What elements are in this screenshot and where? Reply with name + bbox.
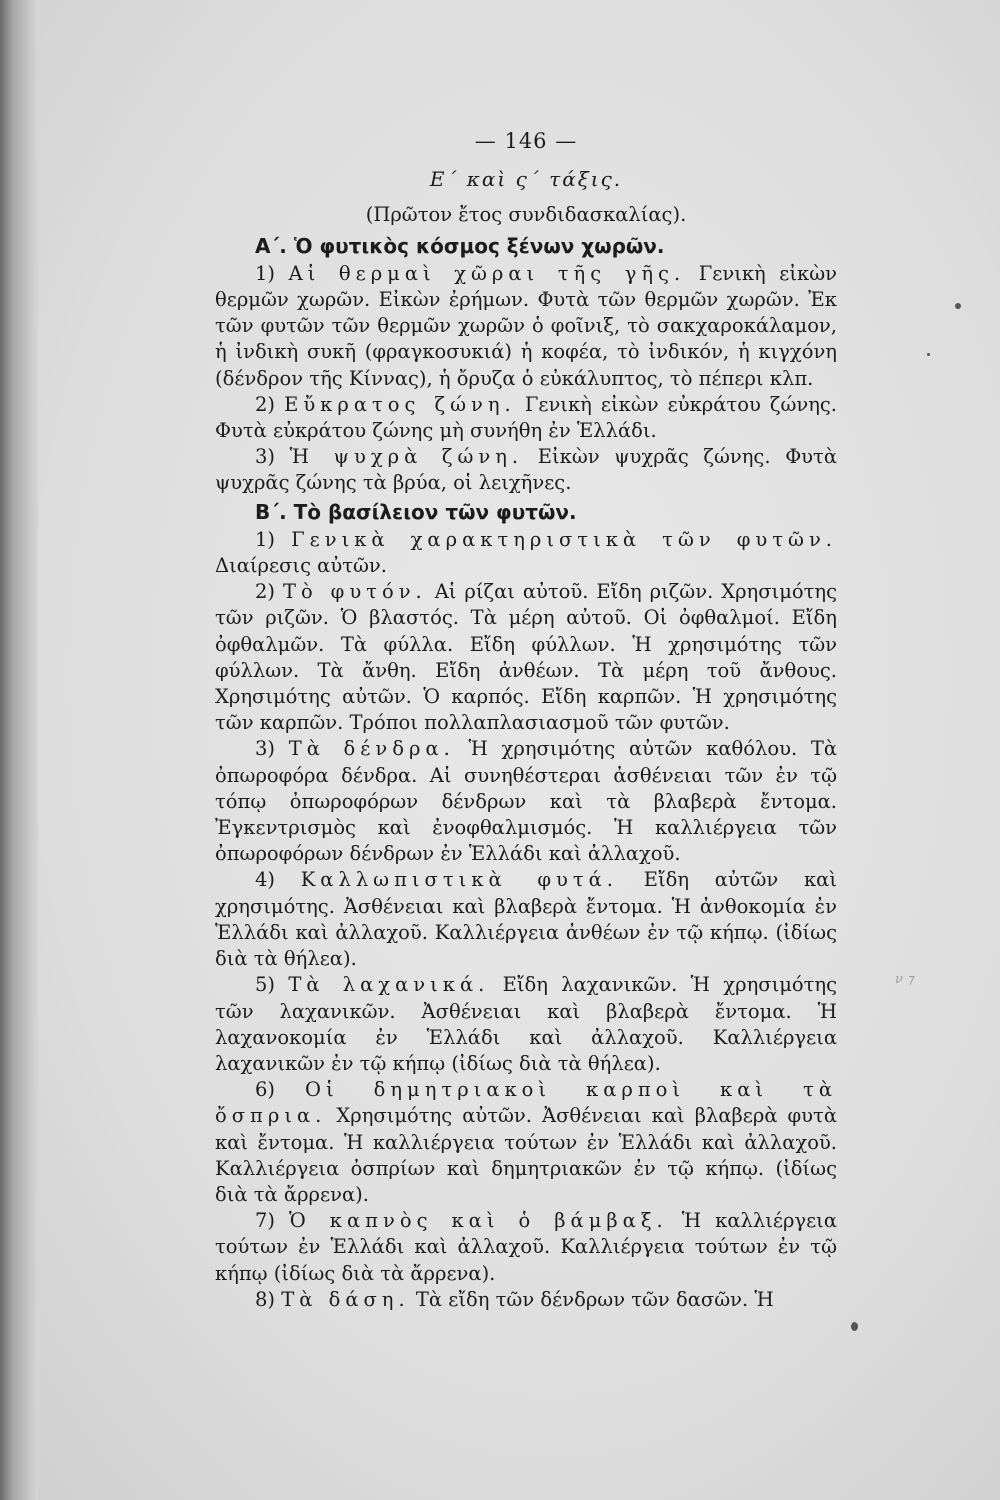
item-text: Τὰ εἴδη τῶν δένδρων τῶν δασῶν. Ἡ [415,1287,774,1311]
text-block [215,128,837,1313]
item-number: 7) [255,1209,276,1233]
ink-speck [851,1322,858,1331]
item-text: Ἡ χρησιμότης αὐτῶν καθόλου. Τὰ ὀπωροφόρα δένδρα. Αἱ συνηθέστεραι ἀσθένειαι τῶν ἐν τῷ τόπῳ ὀπωροφόρων δένδρων καὶ τὰ βλαβερὰ ἔντομα. Ἐγκεντρισμὸς καὶ ἐνοφθαλμισμός. Ἡ καλλιέργεια τῶν ὀπωροφόρων δένδρων ἐν Ἑλλάδι καὶ ἀλλαχοῦ. [215,737,838,866]
item-number: 4) [255,868,276,892]
item-text: Διαίρεσις αὐτῶν. [215,554,387,578]
paragraph-b4 [215,867,837,972]
class-heading: Ε΄ καὶ ς΄ τάξις. [429,167,623,192]
item-text: Γενικὴ εἰκὼν εὐκράτου ζώνης. Φυτὰ εὐκράτου ζώνης μὴ συνήθη ἐν Ἑλλάδι. [215,392,838,443]
ink-speck [927,353,930,356]
subtitle: (Πρῶτον ἔτος συνδιδασκαλίας). [365,203,687,227]
paragraph-b2 [215,579,837,736]
page-number: — 146 — [474,129,578,153]
item-text: Αἱ ρίζαι αὐτοῦ. Εἴδη ριζῶν. Χρησιμότης τῶν ριζῶν. Ὁ βλαστός. Τὰ μέρη αὐτοῦ. Οἱ ὀφθαλμοί. Εἴδη ὀφθαλμῶν. Τὰ φύλλα. Εἴδη φύλλων. Ἡ χρησιμότης τῶν φύλλων. Τὰ ἄνθη. Εἴδη ἀνθέων. Τὰ μέρη τοῦ ἄνθους. Χρησιμότης αὐτῶν. Ὁ καρπός. Εἴδη καρπῶν. Ἡ χρησιμότης τῶν καρπῶν. Τρόποι πολλαπλασιασμοῦ τῶν φυτῶν. [215,580,838,735]
item-number: 8) [255,1287,276,1311]
paragraph-b5 [215,972,837,1077]
book-spine-shadow [0,0,38,1500]
item-title: Ἡ ψυχρὰ ζώνη. [289,445,524,469]
item-title: Τὸ φυτόν. [282,580,427,604]
margin-pencil-note: ν ⁊ [895,972,914,987]
item-number: 3) [255,737,276,761]
item-number: 1) [255,527,276,551]
paragraph-a3 [215,444,837,496]
item-text: Ἡ καλλιέργεια τούτων ἐν Ἑλλάδι καὶ ἀλλαχοῦ. Καλλιέργεια τούτων ἐν τῷ κήπῳ (ἰδίως διὰ τὰ ἄρρενα). [215,1209,837,1285]
paragraph-b1 [215,527,837,579]
item-number: 1) [255,261,276,285]
item-text: Χρησιμότης αὐτῶν. Ἀσθένειαι καὶ βλαβερὰ φυτὰ καὶ ἔντομα. Ἡ καλλιέργεια τούτων ἐν Ἑλλάδι καὶ ἀλλαχοῦ. Καλλιέργεια ὀσπρίων καὶ δημητριακῶν ἐν τῷ κήπῳ. (ἰδίως διὰ τὰ ἄρρενα). [215,1104,837,1206]
item-number: 5) [255,973,276,997]
item-title: Εὔκρατος ζώνη. [284,392,516,416]
ink-speck [955,303,961,309]
paragraph-b3 [215,736,837,867]
item-text: Εἰκὼν ψυχρᾶς ζώνης. Φυτὰ ψυχρᾶς ζώνης τὰ βρύα, οἱ λειχῆνες. [215,445,837,495]
item-title: Τὰ δάση. [281,1287,410,1311]
item-text: Γενικὴ εἰκὼν θερμῶν χωρῶν. Εἰκὼν ἐρήμων. Φυτὰ τῶν θερμῶν χωρῶν. Ἐκ τῶν φυτῶν τῶν θερμῶν χωρῶν ὁ φοῖνιξ, τὸ σακχαροκάλαμον, ἡ ἰνδικὴ συκῆ (φραγκοσυκιά) ἡ κοφέα, τὸ ἰνδικόν, ἡ κιγχόνη (δένδρον τῆς Κίννας), ἡ ὄρυζα ὁ εὐκάλυπτος, τὸ πέπερι κλπ. [215,261,837,390]
item-number: 3) [255,445,276,469]
item-title: Αἱ θερμαὶ χῶραι τῆς γῆς. [288,261,686,285]
item-title: Τὰ λαχανικά. [288,973,490,997]
item-title: Οἱ δημητριακοὶ καρποὶ καὶ τὰ ὄσπρια. [215,1078,838,1128]
paragraph-a1 [215,261,837,392]
item-title: Ὁ καπνὸς καὶ ὁ βάμβαξ. [289,1209,668,1233]
paragraph-b6 [215,1077,837,1208]
paragraph-a2 [215,392,837,444]
paragraph-b8 [215,1287,837,1313]
item-number: 2) [255,580,276,604]
item-title: Καλλωπιστικὰ φυτά. [300,868,618,892]
section-heading-a: Α΄. Ὁ φυτικὸς κόσμος ξένων χωρῶν. [255,233,665,258]
item-text: Εἴδη αὐτῶν καὶ χρησιμότης. Ἀσθένειαι καὶ βλαβερὰ ἔντομα. Ἡ ἀνθοκομία ἐν Ἑλλάδι καὶ ἀλλαχοῦ. Καλλιέργεια ἀνθέων ἐν τῷ κήπῳ. (ἰδίως διὰ τὰ θήλεα). [215,868,837,971]
item-title: Τὰ δένδρα. [288,737,455,761]
section-heading-b: Β΄. Τὸ βασίλειον τῶν φυτῶν. [255,499,577,524]
paragraph-b7 [215,1208,837,1287]
item-number: 6) [255,1078,276,1102]
item-text: Εἴδη λαχανικῶν. Ἡ χρησιμότης τῶν λαχανικῶν. Ἀσθένειαι καὶ βλαβερὰ ἔντομα. Ἡ λαχανοκομία ἐν Ἑλλάδι καὶ ἀλλαχοῦ. Καλλιέργεια λαχανικῶν ἐν τῷ κήπῳ (ἰδίως διὰ τὰ θήλεα). [215,973,838,1075]
item-number: 2) [255,392,276,416]
item-title: Γενικὰ χαρακτηριστικὰ τῶν φυτῶν. [291,527,837,551]
